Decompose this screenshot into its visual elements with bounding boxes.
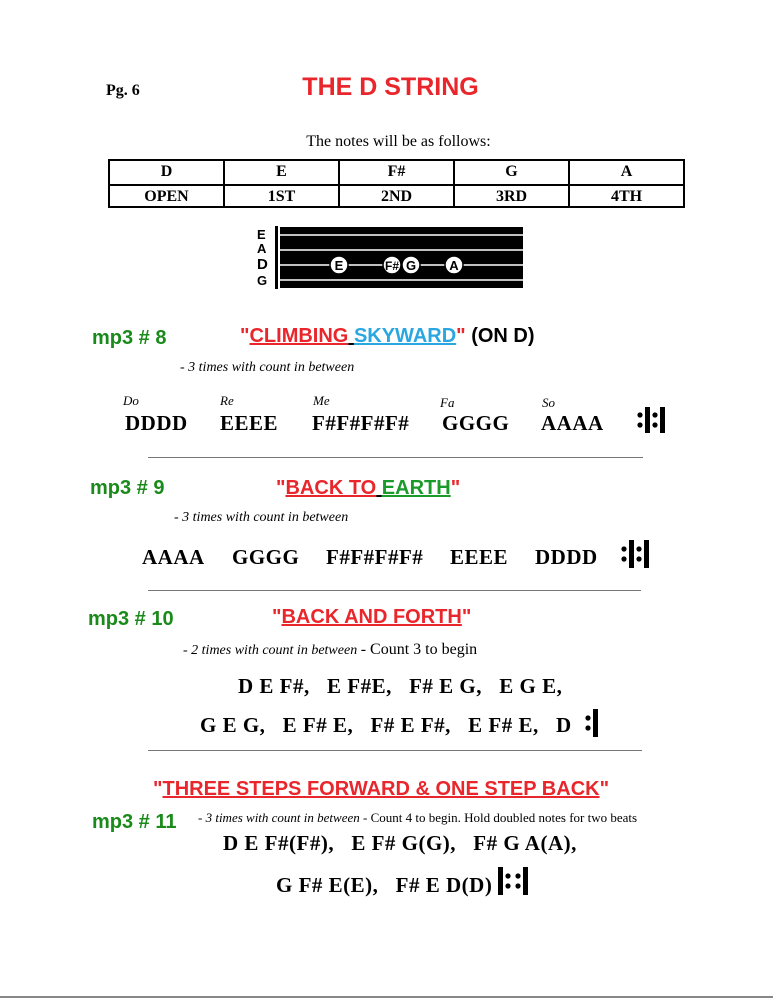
table-cell: 2ND	[338, 186, 453, 209]
note-line: G F# E(E), F# E D(D)	[276, 873, 493, 897]
note-line: D E F#, E F#E, F# E G, E G E,	[238, 674, 563, 698]
instructions: - 3 times with count in between	[174, 510, 349, 525]
note-group: DDDD	[125, 411, 188, 435]
instructions: - 3 times with count in between	[180, 360, 355, 375]
svg-text:F#: F#	[384, 259, 400, 273]
repeat-sign-icon	[584, 708, 604, 738]
note-group: DDDD	[535, 545, 598, 569]
song-title: "CLIMBING SKYWARD" (ON D)	[240, 325, 535, 347]
svg-text:E: E	[334, 258, 344, 273]
divider	[148, 457, 643, 458]
fingerboard	[280, 227, 523, 288]
song-title-suffix: (ON D)	[471, 325, 535, 347]
note-marker	[402, 256, 420, 274]
svg-text:A: A	[449, 258, 459, 273]
instructions: - 2 times with count in between - Count 3 to begin	[183, 641, 478, 658]
note-group: F#F#F#F#	[326, 545, 424, 569]
solfege-label: Me	[313, 393, 330, 408]
song-title-part: CLIMBING	[249, 325, 349, 347]
note-group: EEEE	[450, 545, 509, 569]
page-number: Pg. 6	[106, 82, 140, 99]
solfege-label: Do	[123, 393, 139, 408]
repeat-sign-icon	[496, 866, 536, 896]
page-bottom-border	[0, 996, 773, 998]
song-title: "THREE STEPS FORWARD & ONE STEP BACK"	[153, 778, 610, 800]
intro-text: The notes will be as follows:	[306, 133, 491, 150]
song-title-part: EARTH	[381, 477, 451, 499]
song-title-part: SKYWARD	[353, 325, 457, 347]
note-group: F#F#F#F#	[312, 411, 410, 435]
table-cell: A	[568, 161, 683, 184]
note-group: AAAA	[142, 545, 205, 569]
svg-text:G: G	[405, 258, 417, 273]
string-label: G	[257, 273, 268, 288]
instructions: - 3 times with count in between - Count 4 to begin. Hold doubled notes for two beats	[198, 810, 638, 825]
repeat-sign-icon	[636, 406, 670, 434]
note-group: GGGG	[232, 545, 300, 569]
note-line: G E G, E F# E, F# E F#, E F# E, D	[200, 713, 572, 737]
notes-row	[110, 161, 683, 184]
solfege-label: Fa	[440, 395, 455, 410]
divider	[148, 590, 641, 591]
divider	[148, 750, 642, 751]
table-cell: 3RD	[453, 186, 568, 209]
fingers-row	[110, 184, 683, 209]
mp3-label: mp3 # 10	[88, 608, 174, 630]
note-marker	[330, 256, 348, 274]
nut	[275, 226, 278, 289]
note-marker	[383, 256, 401, 274]
note-line: D E F#(F#), E F# G(G), F# G A(A),	[223, 831, 577, 855]
song-title: "BACK TO EARTH"	[276, 477, 461, 499]
solfege-label: Re	[220, 393, 234, 408]
song-title-part: BACK TO	[285, 477, 377, 499]
note-group: EEEE	[220, 411, 279, 435]
table-cell: 4TH	[568, 186, 683, 209]
song-title: "BACK AND FORTH"	[272, 606, 472, 628]
mp3-label: mp3 # 9	[90, 477, 165, 499]
table-cell: G	[453, 161, 568, 184]
notes-table	[108, 159, 685, 208]
table-cell: 1ST	[223, 186, 338, 209]
table-cell: F#	[338, 161, 453, 184]
table-cell: OPEN	[144, 187, 189, 205]
string-label: D	[257, 256, 268, 273]
mp3-label: mp3 # 8	[92, 327, 167, 349]
solfege-label: So	[542, 395, 555, 410]
string-label: E	[257, 227, 266, 242]
note-marker	[445, 256, 463, 274]
string-label: A	[257, 241, 267, 256]
fretboard-diagram	[255, 224, 527, 292]
table-cell: E	[223, 161, 338, 184]
page-title: THE D STRING	[302, 73, 479, 101]
mp3-label: mp3 # 11	[92, 811, 177, 833]
table-cell: D	[160, 163, 173, 181]
repeat-sign-icon	[620, 539, 654, 569]
note-group: GGGG	[442, 411, 510, 435]
note-group: AAAA	[541, 411, 604, 435]
